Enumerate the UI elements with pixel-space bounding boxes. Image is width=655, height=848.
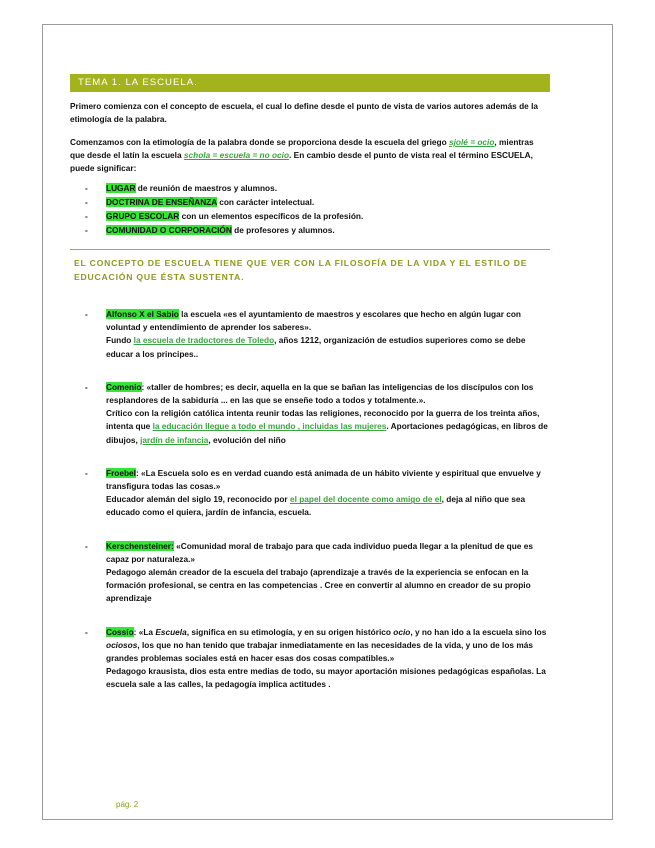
section-title: EL CONCEPTO DE ESCUELA TIENE QUE VER CON LA FILOSOFÍA DE LA VIDA Y EL ESTILO DE EDUCACIÓN QUE ÉSTA SUSTENTA. (74, 258, 528, 282)
kindergarten-link[interactable]: jardín de infancia (140, 434, 209, 445)
author-quote: «Comunidad moral de trabajo para que cada individuo pueda llegar a la plenitud de que es capaz por naturaleza.» (106, 540, 533, 564)
meanings-list (70, 181, 550, 237)
document-content (70, 48, 550, 712)
text-span: con carácter intelectual. (216, 197, 315, 207)
author-item-froebel (70, 467, 550, 520)
author-name: Froebel (106, 467, 136, 478)
author-quote: : «taller de hombres; es decir, aquella en la que se bañan las inteligencias de los discípulos con los resplandores de la sabiduría ... en las que se enseñe todo a todos y totalmente.». (106, 381, 534, 406)
text-span: de profesores y alumnos. (231, 225, 335, 235)
education-for-all-link[interactable]: la educación llegue a todo el mundo , incluidas las mujeres (152, 421, 387, 432)
highlight-term: LUGAR (106, 183, 136, 193)
text-span: Educador alemán del siglo 19, reconocido por (106, 494, 290, 505)
author-name: Kerschensteiner: (106, 540, 174, 551)
author-item-kerschensteiner (70, 540, 550, 606)
author-name: Comenio (106, 381, 142, 392)
greek-etymology-link[interactable]: sjolé = ocio (449, 137, 495, 147)
author-item-alfonso (70, 308, 550, 361)
list-item (70, 209, 550, 223)
text-span: , evolución del niño (208, 434, 286, 445)
author-name: Cossío (106, 626, 134, 637)
author-name: Alfonso X el Sabio (106, 309, 179, 319)
list-item (70, 195, 550, 209)
list-item (70, 223, 550, 237)
italic-word: Escuela (155, 626, 187, 637)
authors-list (70, 308, 550, 692)
text-span: , mientras que desde el latín la escuela (70, 137, 534, 160)
text-span: con un elementos específicos de la profesión. (179, 211, 364, 221)
author-item-cossio (70, 626, 550, 692)
latin-etymology-link[interactable]: schola = escuela = no ocio (183, 150, 290, 160)
text-span: . En cambio desde el punto de vista real el término ESCUELA, puede significar: (70, 150, 533, 173)
text-span: de reunión de maestros y alumnos. (135, 183, 278, 193)
text-span: : «La (133, 626, 156, 637)
author-quote: : «La Escuela solo es en verdad cuando está animada de un hábito viviente y espiritual que envuelve y transfigura todas las cosas.» (106, 467, 541, 492)
text-span: Pedagogo krausista, dios esta entre medias de todo, su mayor aportación misiones pedagógicas españolas. La escuela sale a las calles, la pedagogía implica actitudes . (106, 666, 546, 690)
author-quote: la escuela «es el ayuntamiento de maestros y escolares que hecho en algún lugar con voluntad y entendimiento de aprender los saberes». (106, 309, 521, 333)
text-span: . Aportaciones pedagógicas, en libros de dibujos, (106, 421, 548, 445)
text-span: , deja al niño que sea educado como el quiera, jardín de infancia, escuela. (106, 494, 526, 518)
section-divider (70, 249, 550, 250)
teacher-role-link[interactable]: el papel del docente como amigo de el (289, 494, 442, 505)
text-span: Crítico con la religión católica intenta reunir todas las religiones, reconocido por la guerra de los treinta años, intenta que (106, 408, 540, 432)
text-span: , significa en su etimología, y en su origen histórico (186, 626, 394, 637)
text-span: Pedagogo alemán creador de la escuela del trabajo (aprendizaje a través de la experiencia se enfocan en la formación profesional, se centra en las competencias . Cree en convertir al alumno en creador de su propio aprendizaje (106, 567, 531, 604)
highlight-term: DOCTRINA DE ENSEÑANZA (106, 197, 217, 207)
text-span: Fundo (106, 335, 134, 346)
text-span: Comenzamos con la etimología de la palabra donde se proporciona desde la escuela del griego (70, 137, 449, 147)
highlight-term: GRUPO ESCOLAR (106, 211, 180, 221)
etymology-paragraph (70, 136, 550, 175)
text-span: , los que no han tenido que trabajar inmediatamente en las necesidades de la vida, y uno de los más grandes problemas sociales está en hacer esas dos cosas compatibles.» (106, 639, 533, 664)
author-item-comenio (70, 381, 550, 447)
text-span: , y no han ido a la escuela sino los (410, 626, 547, 637)
italic-word: ociosos (106, 639, 138, 650)
highlight-term: COMUNIDAD O CORPORACIÓN (106, 225, 232, 235)
text-span: , años 1212, organización de estudios superiores como se debe educar a los principes.. (106, 335, 526, 359)
intro-paragraph: Primero comienza con el concepto de escuela, el cual lo define desde el punto de vista de varios autores además de la etimología de la palabra. (70, 101, 539, 124)
list-item (70, 181, 550, 195)
italic-word: ocio (393, 626, 411, 637)
page-number: pág. 2 (116, 800, 139, 809)
chapter-header: TEMA 1. LA ESCUELA. (70, 74, 550, 92)
toledo-school-link[interactable]: la escuela de tradoctores de Toledo (133, 335, 275, 346)
